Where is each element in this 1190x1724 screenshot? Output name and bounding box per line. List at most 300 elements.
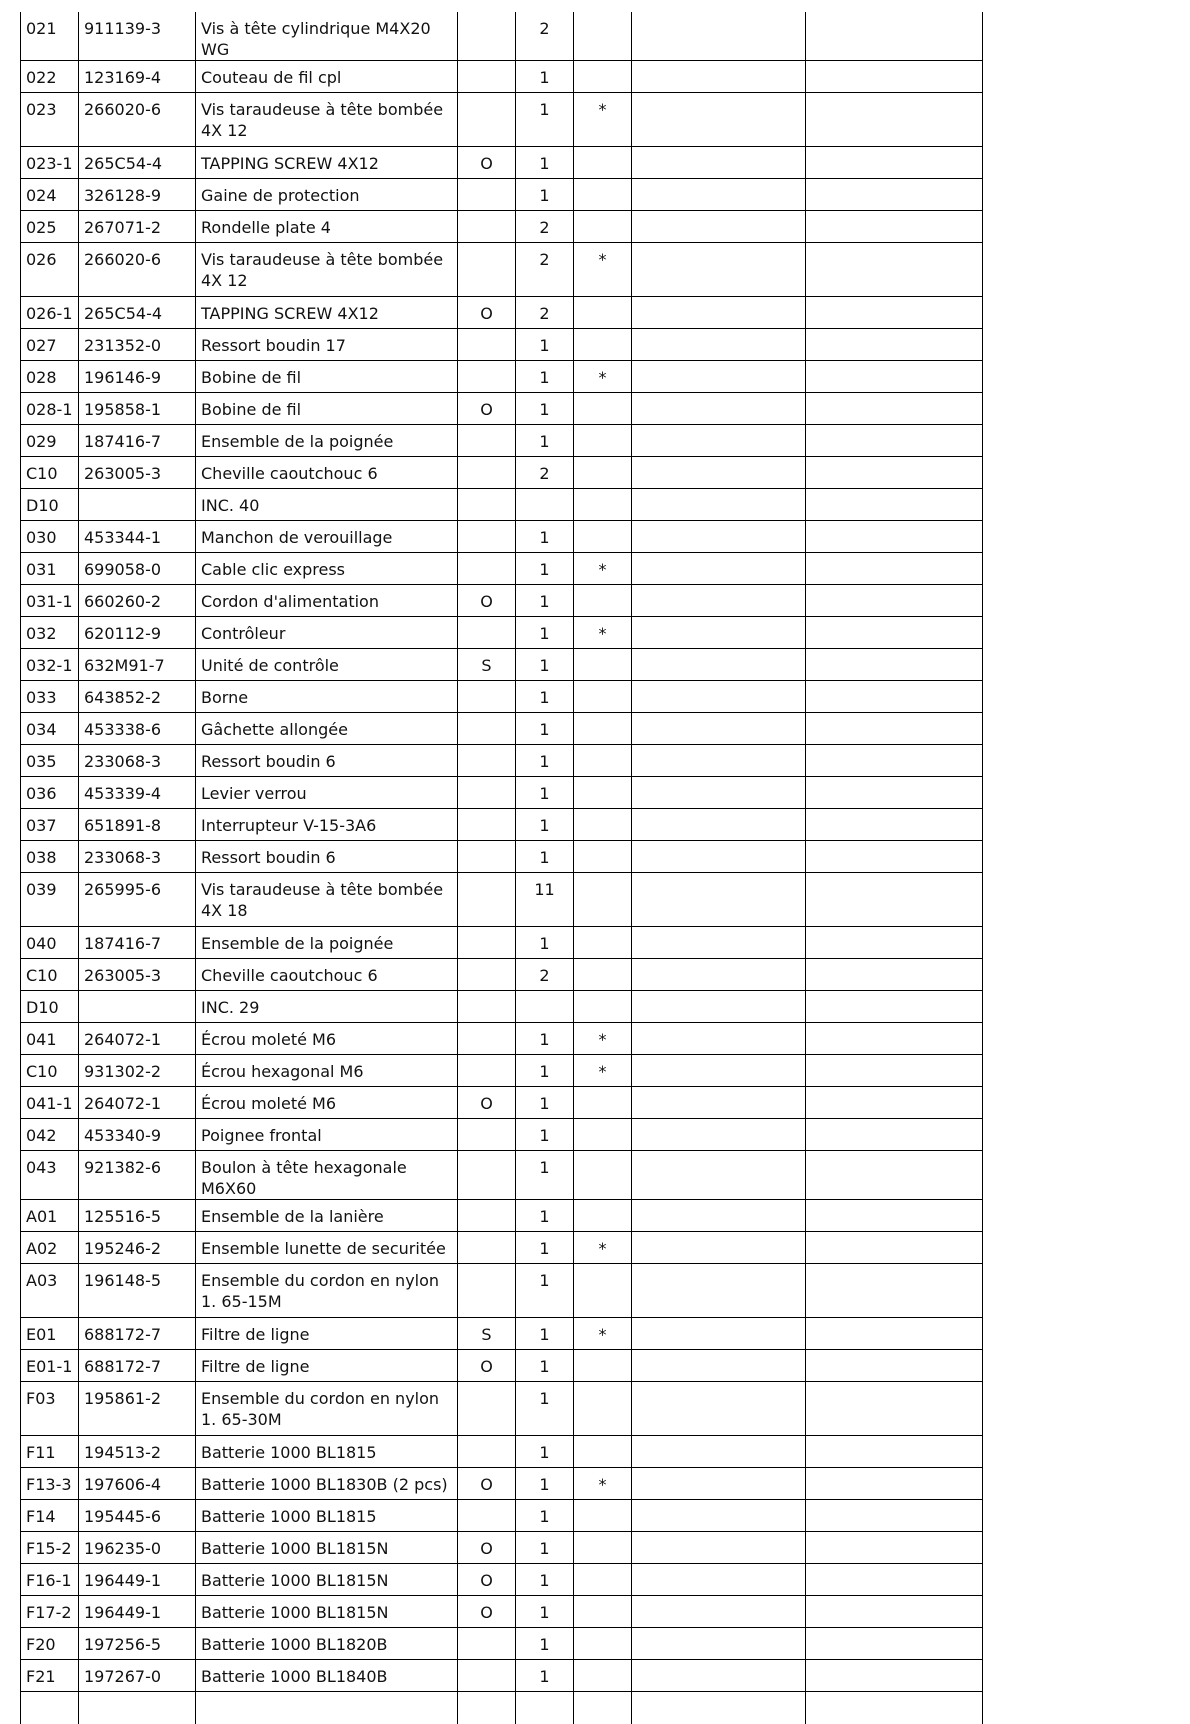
- description-cell: Gaine de protection: [196, 179, 458, 211]
- reference-cell: 263005-3: [79, 457, 196, 489]
- table-row: [21, 1564, 983, 1596]
- part-number-cell: F17-2: [21, 1596, 79, 1628]
- mark-cell: [574, 745, 632, 777]
- part-number-cell: 023: [21, 93, 79, 147]
- quantity-cell: 2: [516, 12, 574, 61]
- table-row: [21, 585, 983, 617]
- reference-cell: 233068-3: [79, 841, 196, 873]
- quantity-cell: 1: [516, 1318, 574, 1350]
- notes-cell: [632, 147, 806, 179]
- table-row: [21, 211, 983, 243]
- description-cell: Batterie 1000 BL1820B: [196, 1628, 458, 1660]
- table-row: [21, 745, 983, 777]
- extra-cell: [806, 809, 983, 841]
- flag-cell: O: [458, 297, 516, 329]
- quantity-cell: 2: [516, 297, 574, 329]
- mark-cell: *: [574, 1055, 632, 1087]
- empty-cell: [458, 1692, 516, 1724]
- flag-cell: [458, 521, 516, 553]
- extra-cell: [806, 1023, 983, 1055]
- mark-cell: *: [574, 243, 632, 297]
- empty-cell: [21, 1692, 79, 1724]
- table-row: [21, 927, 983, 959]
- quantity-cell: 1: [516, 93, 574, 147]
- quantity-cell: 1: [516, 1200, 574, 1232]
- mark-cell: [574, 1660, 632, 1692]
- table-row-continuation: [21, 1692, 983, 1724]
- mark-cell: [574, 1119, 632, 1151]
- quantity-cell: 1: [516, 1151, 574, 1200]
- flag-cell: [458, 1200, 516, 1232]
- extra-cell: [806, 1468, 983, 1500]
- notes-cell: [632, 1350, 806, 1382]
- mark-cell: [574, 425, 632, 457]
- flag-cell: [458, 553, 516, 585]
- description-cell: TAPPING SCREW 4X12: [196, 297, 458, 329]
- mark-cell: [574, 1436, 632, 1468]
- extra-cell: [806, 617, 983, 649]
- table-row: [21, 1660, 983, 1692]
- reference-cell: 264072-1: [79, 1087, 196, 1119]
- table-row: [21, 12, 983, 61]
- notes-cell: [632, 873, 806, 927]
- notes-cell: [632, 1151, 806, 1200]
- quantity-cell: 1: [516, 1087, 574, 1119]
- quantity-cell: 2: [516, 457, 574, 489]
- mark-cell: *: [574, 1023, 632, 1055]
- extra-cell: [806, 179, 983, 211]
- reference-cell: 231352-0: [79, 329, 196, 361]
- notes-cell: [632, 959, 806, 991]
- flag-cell: [458, 243, 516, 297]
- table-row: [21, 1023, 983, 1055]
- part-number-cell: 031-1: [21, 585, 79, 617]
- description-cell: Couteau de fil cpl: [196, 61, 458, 93]
- part-number-cell: 026-1: [21, 297, 79, 329]
- part-number-cell: 034: [21, 713, 79, 745]
- notes-cell: [632, 457, 806, 489]
- reference-cell: 196146-9: [79, 361, 196, 393]
- notes-cell: [632, 521, 806, 553]
- reference-cell: 453338-6: [79, 713, 196, 745]
- flag-cell: [458, 489, 516, 521]
- quantity-cell: 1: [516, 809, 574, 841]
- reference-cell: 195861-2: [79, 1382, 196, 1436]
- notes-cell: [632, 297, 806, 329]
- notes-cell: [632, 553, 806, 585]
- table-row: [21, 1264, 983, 1318]
- part-number-cell: F03: [21, 1382, 79, 1436]
- notes-cell: [632, 927, 806, 959]
- notes-cell: [632, 361, 806, 393]
- table-row: [21, 457, 983, 489]
- quantity-cell: 1: [516, 1596, 574, 1628]
- reference-cell: 265C54-4: [79, 297, 196, 329]
- description-cell: Ressort boudin 6: [196, 745, 458, 777]
- reference-cell: 196148-5: [79, 1264, 196, 1318]
- mark-cell: [574, 457, 632, 489]
- part-number-cell: A03: [21, 1264, 79, 1318]
- extra-cell: [806, 1436, 983, 1468]
- reference-cell: 453344-1: [79, 521, 196, 553]
- description-cell: Batterie 1000 BL1815N: [196, 1532, 458, 1564]
- description-cell: Batterie 1000 BL1815: [196, 1436, 458, 1468]
- table-row: [21, 959, 983, 991]
- quantity-cell: 1: [516, 585, 574, 617]
- quantity-cell: 1: [516, 681, 574, 713]
- reference-cell: 921382-6: [79, 1151, 196, 1200]
- part-number-cell: 039: [21, 873, 79, 927]
- notes-cell: [632, 649, 806, 681]
- extra-cell: [806, 553, 983, 585]
- reference-cell: 931302-2: [79, 1055, 196, 1087]
- notes-cell: [632, 777, 806, 809]
- table-row: [21, 991, 983, 1023]
- quantity-cell: 1: [516, 1532, 574, 1564]
- part-number-cell: D10: [21, 489, 79, 521]
- part-number-cell: 028-1: [21, 393, 79, 425]
- description-cell: Filtre de ligne: [196, 1318, 458, 1350]
- quantity-cell: 1: [516, 1350, 574, 1382]
- mark-cell: [574, 393, 632, 425]
- extra-cell: [806, 1087, 983, 1119]
- part-number-cell: 030: [21, 521, 79, 553]
- quantity-cell: 1: [516, 179, 574, 211]
- table-row: [21, 393, 983, 425]
- part-number-cell: A02: [21, 1232, 79, 1264]
- notes-cell: [632, 489, 806, 521]
- table-row: [21, 1468, 983, 1500]
- description-cell: Batterie 1000 BL1815: [196, 1500, 458, 1532]
- part-number-cell: 024: [21, 179, 79, 211]
- description-cell: Cable clic express: [196, 553, 458, 585]
- mark-cell: [574, 489, 632, 521]
- table-row: [21, 713, 983, 745]
- reference-cell: 453340-9: [79, 1119, 196, 1151]
- reference-cell: 911139-3: [79, 12, 196, 61]
- description-cell: Ensemble de la poignée: [196, 927, 458, 959]
- extra-cell: [806, 489, 983, 521]
- table-row: [21, 1532, 983, 1564]
- reference-cell: 699058-0: [79, 553, 196, 585]
- table-row: [21, 425, 983, 457]
- part-number-cell: 037: [21, 809, 79, 841]
- part-number-cell: F15-2: [21, 1532, 79, 1564]
- flag-cell: [458, 873, 516, 927]
- flag-cell: [458, 12, 516, 61]
- part-number-cell: 023-1: [21, 147, 79, 179]
- part-number-cell: F13-3: [21, 1468, 79, 1500]
- quantity-cell: 1: [516, 61, 574, 93]
- table-row: [21, 681, 983, 713]
- quantity-cell: 1: [516, 617, 574, 649]
- table-row: [21, 1596, 983, 1628]
- flag-cell: S: [458, 1318, 516, 1350]
- notes-cell: [632, 1660, 806, 1692]
- flag-cell: [458, 1232, 516, 1264]
- notes-cell: [632, 809, 806, 841]
- reference-cell: 125516-5: [79, 1200, 196, 1232]
- extra-cell: [806, 361, 983, 393]
- reference-cell: [79, 991, 196, 1023]
- flag-cell: [458, 777, 516, 809]
- reference-cell: 265995-6: [79, 873, 196, 927]
- quantity-cell: 1: [516, 329, 574, 361]
- quantity-cell: 1: [516, 1436, 574, 1468]
- extra-cell: [806, 521, 983, 553]
- flag-cell: [458, 1628, 516, 1660]
- extra-cell: [806, 243, 983, 297]
- empty-cell: [79, 1692, 196, 1724]
- part-number-cell: 027: [21, 329, 79, 361]
- extra-cell: [806, 1151, 983, 1200]
- mark-cell: [574, 297, 632, 329]
- quantity-cell: 11: [516, 873, 574, 927]
- table-row: [21, 1200, 983, 1232]
- description-cell: Rondelle plate 4: [196, 211, 458, 243]
- notes-cell: [632, 93, 806, 147]
- quantity-cell: 2: [516, 211, 574, 243]
- mark-cell: [574, 1264, 632, 1318]
- notes-cell: [632, 1318, 806, 1350]
- table-row: [21, 1350, 983, 1382]
- table-row: [21, 1382, 983, 1436]
- description-cell: TAPPING SCREW 4X12: [196, 147, 458, 179]
- extra-cell: [806, 681, 983, 713]
- notes-cell: [632, 1200, 806, 1232]
- flag-cell: [458, 1264, 516, 1318]
- mark-cell: [574, 713, 632, 745]
- extra-cell: [806, 927, 983, 959]
- extra-cell: [806, 745, 983, 777]
- flag-cell: [458, 1500, 516, 1532]
- table-row: [21, 649, 983, 681]
- table-row: [21, 1087, 983, 1119]
- extra-cell: [806, 1564, 983, 1596]
- extra-cell: [806, 841, 983, 873]
- extra-cell: [806, 393, 983, 425]
- empty-cell: [196, 1692, 458, 1724]
- mark-cell: *: [574, 1318, 632, 1350]
- table-row: [21, 873, 983, 927]
- notes-cell: [632, 1500, 806, 1532]
- notes-cell: [632, 1232, 806, 1264]
- notes-cell: [632, 1532, 806, 1564]
- reference-cell: 632M91-7: [79, 649, 196, 681]
- description-cell: Ensemble du cordon en nylon 1. 65-30M: [196, 1382, 458, 1436]
- description-cell: Ressort boudin 6: [196, 841, 458, 873]
- flag-cell: O: [458, 1596, 516, 1628]
- part-number-cell: 041-1: [21, 1087, 79, 1119]
- extra-cell: [806, 873, 983, 927]
- mark-cell: [574, 1350, 632, 1382]
- extra-cell: [806, 1350, 983, 1382]
- extra-cell: [806, 649, 983, 681]
- part-number-cell: 033: [21, 681, 79, 713]
- extra-cell: [806, 457, 983, 489]
- description-cell: Batterie 1000 BL1840B: [196, 1660, 458, 1692]
- extra-cell: [806, 147, 983, 179]
- extra-cell: [806, 1119, 983, 1151]
- flag-cell: [458, 211, 516, 243]
- reference-cell: 197606-4: [79, 1468, 196, 1500]
- notes-cell: [632, 1023, 806, 1055]
- flag-cell: O: [458, 1564, 516, 1596]
- quantity-cell: 1: [516, 745, 574, 777]
- quantity-cell: 1: [516, 393, 574, 425]
- reference-cell: 195858-1: [79, 393, 196, 425]
- extra-cell: [806, 12, 983, 61]
- mark-cell: *: [574, 93, 632, 147]
- notes-cell: [632, 179, 806, 211]
- mark-cell: [574, 681, 632, 713]
- table-row: [21, 243, 983, 297]
- part-number-cell: F16-1: [21, 1564, 79, 1596]
- quantity-cell: 1: [516, 1628, 574, 1660]
- notes-cell: [632, 713, 806, 745]
- mark-cell: [574, 585, 632, 617]
- flag-cell: O: [458, 393, 516, 425]
- description-cell: Levier verrou: [196, 777, 458, 809]
- reference-cell: 660260-2: [79, 585, 196, 617]
- flag-cell: [458, 809, 516, 841]
- notes-cell: [632, 1055, 806, 1087]
- table-row: [21, 777, 983, 809]
- reference-cell: 196449-1: [79, 1596, 196, 1628]
- part-number-cell: 025: [21, 211, 79, 243]
- flag-cell: [458, 991, 516, 1023]
- description-cell: Ressort boudin 17: [196, 329, 458, 361]
- extra-cell: [806, 61, 983, 93]
- table-row: [21, 179, 983, 211]
- quantity-cell: 1: [516, 1382, 574, 1436]
- extra-cell: [806, 1500, 983, 1532]
- reference-cell: 194513-2: [79, 1436, 196, 1468]
- flag-cell: [458, 457, 516, 489]
- mark-cell: [574, 1200, 632, 1232]
- part-number-cell: F11: [21, 1436, 79, 1468]
- quantity-cell: 2: [516, 243, 574, 297]
- extra-cell: [806, 1382, 983, 1436]
- reference-cell: 263005-3: [79, 959, 196, 991]
- description-cell: Cheville caoutchouc 6: [196, 457, 458, 489]
- mark-cell: [574, 959, 632, 991]
- part-number-cell: C10: [21, 959, 79, 991]
- reference-cell: 326128-9: [79, 179, 196, 211]
- extra-cell: [806, 1055, 983, 1087]
- mark-cell: *: [574, 617, 632, 649]
- table-row: [21, 1318, 983, 1350]
- table-row: [21, 329, 983, 361]
- extra-cell: [806, 713, 983, 745]
- notes-cell: [632, 681, 806, 713]
- notes-cell: [632, 1436, 806, 1468]
- flag-cell: [458, 425, 516, 457]
- reference-cell: 620112-9: [79, 617, 196, 649]
- reference-cell: 195445-6: [79, 1500, 196, 1532]
- table-row: [21, 521, 983, 553]
- flag-cell: [458, 745, 516, 777]
- flag-cell: [458, 179, 516, 211]
- reference-cell: 264072-1: [79, 1023, 196, 1055]
- reference-cell: 197256-5: [79, 1628, 196, 1660]
- extra-cell: [806, 1318, 983, 1350]
- extra-cell: [806, 1660, 983, 1692]
- mark-cell: [574, 61, 632, 93]
- part-number-cell: 022: [21, 61, 79, 93]
- notes-cell: [632, 1264, 806, 1318]
- notes-cell: [632, 12, 806, 61]
- part-number-cell: C10: [21, 457, 79, 489]
- mark-cell: *: [574, 1232, 632, 1264]
- reference-cell: 266020-6: [79, 243, 196, 297]
- description-cell: Vis à tête cylindrique M4X20 WG: [196, 12, 458, 61]
- table-row: [21, 297, 983, 329]
- empty-cell: [574, 1692, 632, 1724]
- notes-cell: [632, 393, 806, 425]
- part-number-cell: 029: [21, 425, 79, 457]
- quantity-cell: 1: [516, 425, 574, 457]
- flag-cell: O: [458, 1532, 516, 1564]
- description-cell: Batterie 1000 BL1830B (2 pcs): [196, 1468, 458, 1500]
- mark-cell: [574, 927, 632, 959]
- mark-cell: *: [574, 361, 632, 393]
- description-cell: Cheville caoutchouc 6: [196, 959, 458, 991]
- description-cell: Écrou moleté M6: [196, 1087, 458, 1119]
- description-cell: Cordon d'alimentation: [196, 585, 458, 617]
- notes-cell: [632, 1382, 806, 1436]
- reference-cell: 688172-7: [79, 1318, 196, 1350]
- mark-cell: [574, 1564, 632, 1596]
- part-number-cell: 032: [21, 617, 79, 649]
- extra-cell: [806, 1532, 983, 1564]
- flag-cell: O: [458, 1350, 516, 1382]
- table-row: [21, 361, 983, 393]
- mark-cell: [574, 777, 632, 809]
- quantity-cell: 1: [516, 1119, 574, 1151]
- table-row: [21, 1436, 983, 1468]
- part-number-cell: 021: [21, 12, 79, 61]
- part-number-cell: 028: [21, 361, 79, 393]
- part-number-cell: D10: [21, 991, 79, 1023]
- quantity-cell: 1: [516, 147, 574, 179]
- quantity-cell: 1: [516, 713, 574, 745]
- part-number-cell: 036: [21, 777, 79, 809]
- flag-cell: [458, 681, 516, 713]
- reference-cell: 651891-8: [79, 809, 196, 841]
- quantity-cell: 1: [516, 1468, 574, 1500]
- extra-cell: [806, 297, 983, 329]
- description-cell: Vis taraudeuse à tête bombée 4X 12: [196, 93, 458, 147]
- flag-cell: [458, 841, 516, 873]
- description-cell: Batterie 1000 BL1815N: [196, 1596, 458, 1628]
- part-number-cell: 026: [21, 243, 79, 297]
- empty-cell: [516, 1692, 574, 1724]
- part-number-cell: 041: [21, 1023, 79, 1055]
- reference-cell: 233068-3: [79, 745, 196, 777]
- table-row: [21, 1119, 983, 1151]
- part-number-cell: C10: [21, 1055, 79, 1087]
- description-cell: Filtre de ligne: [196, 1350, 458, 1382]
- mark-cell: [574, 1151, 632, 1200]
- notes-cell: [632, 1596, 806, 1628]
- description-cell: Vis taraudeuse à tête bombée 4X 12: [196, 243, 458, 297]
- flag-cell: [458, 61, 516, 93]
- quantity-cell: [516, 489, 574, 521]
- description-cell: Borne: [196, 681, 458, 713]
- table-row: [21, 61, 983, 93]
- extra-cell: [806, 1264, 983, 1318]
